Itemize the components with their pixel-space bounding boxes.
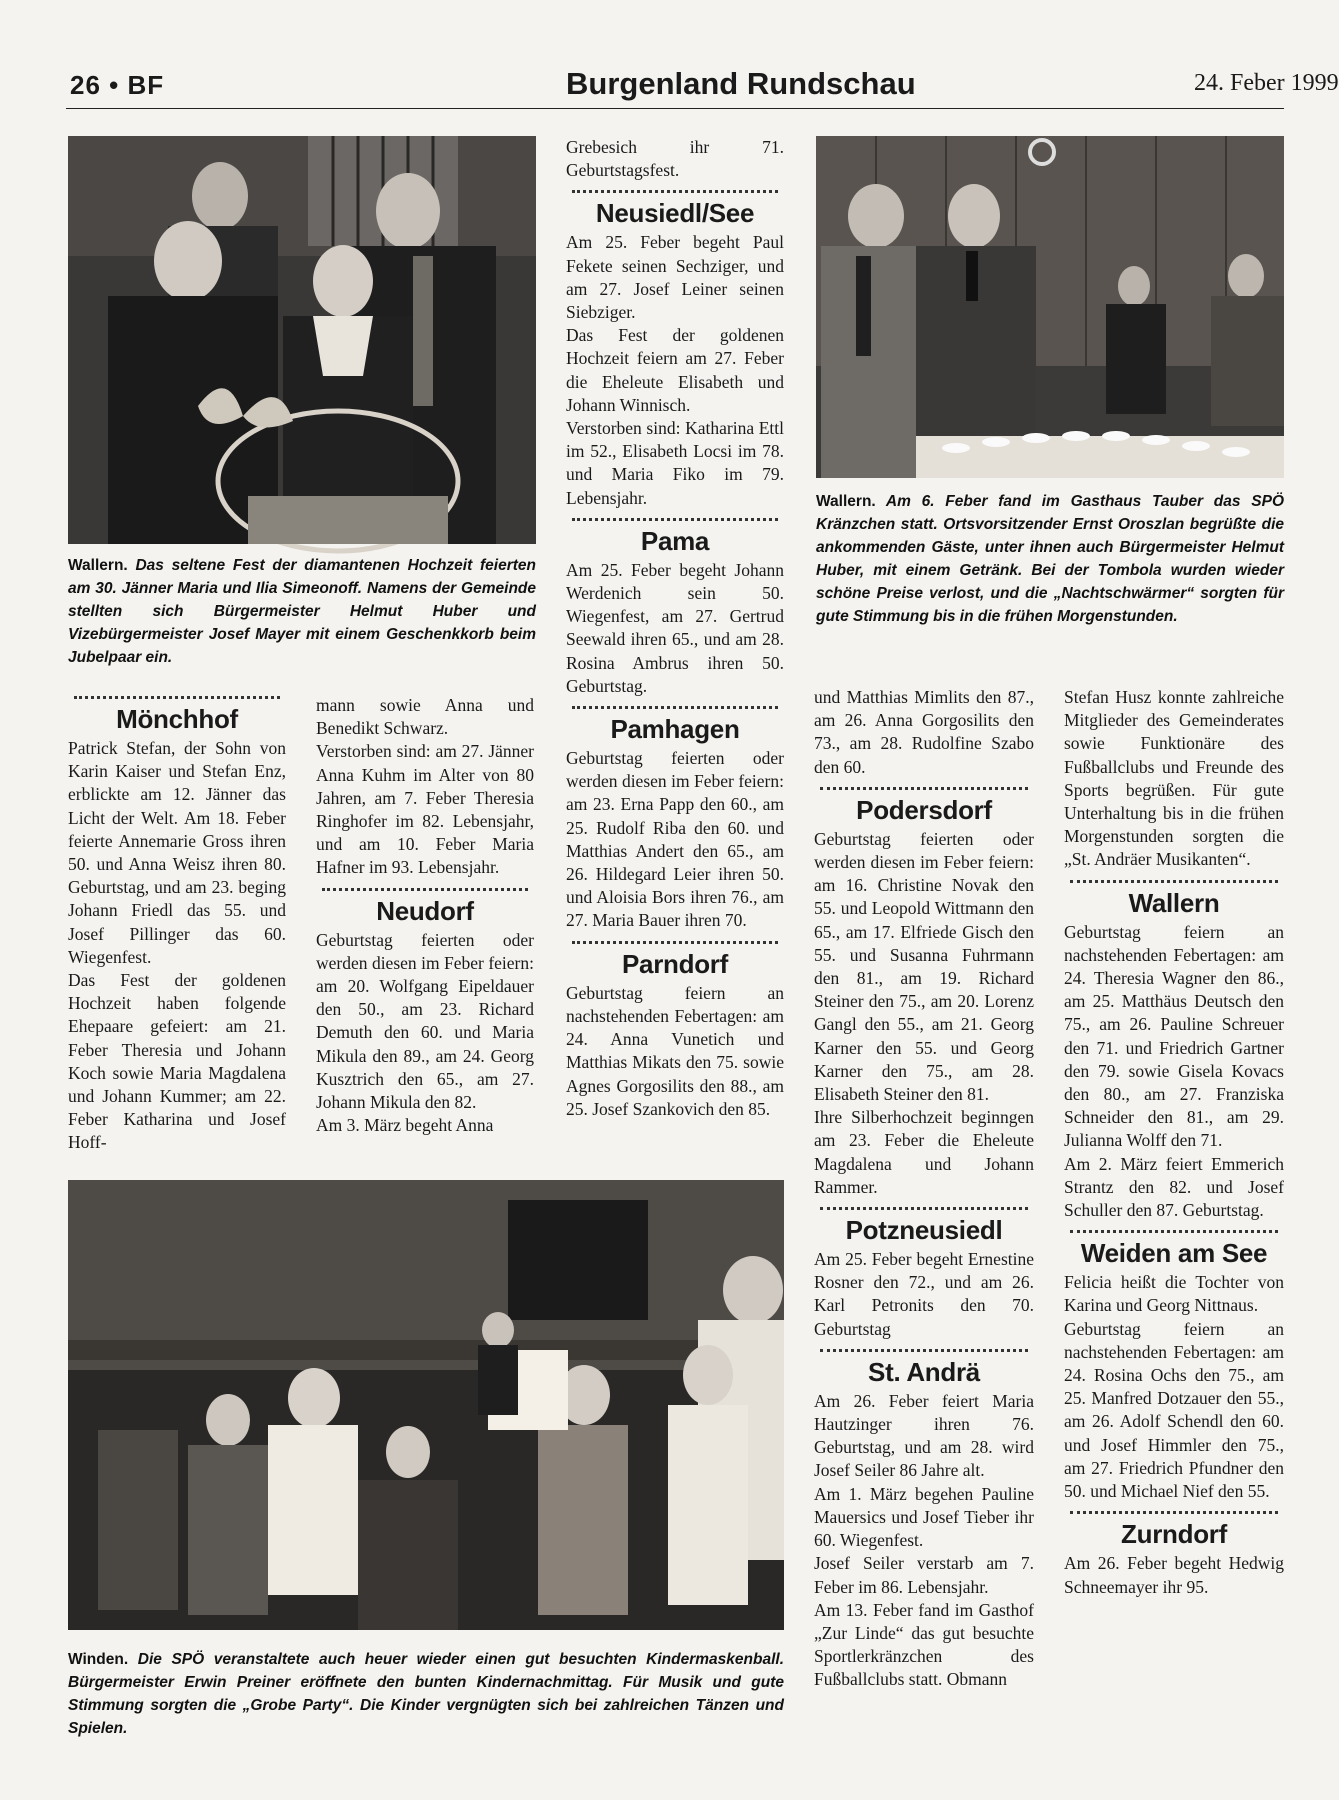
article-text: Das Fest der goldenen Hochzeit haben folgende Ehepaare gefeiert: am 21. Feber Theresia und Johann Koch sowie Maria Magdalena und Johann Kummer; am 22. Feber Katharina und Josef Hoff- <box>68 970 286 1153</box>
article-text: Patrick Stefan, der Sohn von Karin Kaiser und Stefan Enz, erblickte am 12. Jänner das Licht der Welt. Am 18. Feber feierte Annemarie Gross ihren 50. und Anna Weisz ihren 80. Geburtstag, und am 23. beging Johann Friedl das 55. und Josef Pillinger das 60. Wiegenfest. <box>68 738 286 967</box>
photo-kindermaskenball <box>68 1180 784 1630</box>
photo-spoe-kraenzchen <box>816 136 1284 478</box>
article-text: Felicia heißt die Tochter von Karina und Georg Nittnaus. <box>1064 1272 1284 1316</box>
section-podersdorf <box>814 787 1034 1199</box>
section-st-andrae <box>814 1349 1034 1692</box>
caption-diamond-wedding <box>68 554 536 669</box>
dotted-divider <box>1070 880 1278 883</box>
article-text: Das Fest der goldenen Hochzeit feiern am 27. Feber die Eheleute Elisabeth und Johann Winnisch. <box>566 325 784 415</box>
article-text: und Matthias Mimlits den 87., am 26. Anna Gorgosilits den 73., am 28. Rudolfine Szabo den 60. <box>814 687 1034 777</box>
section-pamhagen <box>566 706 784 933</box>
caption-place: Wallern. <box>68 557 128 574</box>
article-text: Am 26. Feber feiert Maria Hautzinger ihren 76. Geburtstag, und am 28. wird Josef Seiler 86 Jahre alt. <box>814 1390 1034 1481</box>
section-heading: Pamhagen <box>610 714 740 745</box>
section-heading: St. Andrä <box>868 1356 980 1387</box>
article-text: Am 3. März begeht Anna <box>316 1115 494 1136</box>
section-potzneusiedl <box>814 1207 1034 1341</box>
caption-place: Winden. <box>68 1651 129 1668</box>
article-text: mann sowie Anna und Benedikt Schwarz. <box>316 695 534 739</box>
photo-diamond-wedding <box>68 136 536 544</box>
article-text: Geburtstag feierten oder werden diesen im Feber feiern: am 16. Christine Novak den 55. und Leopold Wittmann den 65., am 17. Elfriede Gisch den 55. und Susanna Fuhrmann den 81., am 19. Richard Steiner den 75., am 20. Lorenz Gangl den 55., am 21. Georg Karner den 55. und Georg Karner den 75., am 28. Elisabeth Steiner den 81. <box>814 828 1034 1105</box>
article-text: Am 26. Feber begeht Hedwig Schneemayer ihr 95. <box>1064 1553 1284 1597</box>
column-5 <box>1064 686 1284 1790</box>
article-text: Am 1. März begehen Pauline Mauersics und Josef Tieber ihr 60. Wiegenfest. <box>814 1483 1034 1551</box>
section-pama <box>566 518 784 698</box>
caption-spoe-kraenzchen <box>816 490 1284 628</box>
dotted-divider <box>820 1207 1028 1210</box>
dotted-divider <box>820 1349 1028 1352</box>
column-3 <box>566 136 784 1172</box>
section-heading: Zurndorf <box>1121 1519 1227 1550</box>
article-text: Grebesich ihr 71. Geburtstagsfest. <box>566 137 784 181</box>
article-text: Geburtstag feiern an nachstehenden Febertagen: am 24. Rosina Ochs den 75., am 25. Manfred Dotzauer den 55., am 26. Adolf Schendl den 60. und Josef Himmler den 75., am 27. Friedrich Pfundner den 50. und Michael Nief den 55. <box>1064 1318 1284 1502</box>
article-text: Geburtstag feierten oder werden diesen im Feber feiern: am 23. Erna Papp den 60., am 25. Rudolf Riba den 60. und Matthias Andert den 65., am 26. Hildegard Leier ihren 50. und Aloisia Bors ihren 76., am 27. Maria Bauer ihren 70. <box>566 748 784 931</box>
column-2 <box>316 694 534 1172</box>
section-heading: Mönchhof <box>116 704 238 734</box>
section-heading: Podersdorf <box>856 794 992 825</box>
page-header <box>66 62 1339 109</box>
caption-text: Das seltene Fest der diamantenen Hochzeit feierten am 30. Jänner Maria und Ilia Simeonoff. Namens der Gemeinde stellten sich Bürgermeister Helmut Huber und Vizebürgermeister Josef Mayer mit einem Geschenkkorb beim Jubelpaar ein. <box>68 557 536 666</box>
section-heading: Neusiedl/See <box>595 198 755 229</box>
article-text: Geburtstag feiern an nachstehenden Febertagen: am 24. Anna Vunetich und Matthias Mikats den 75. sowie Agnes Gorgosilits den 88., am 25. Josef Szankovich den 85. <box>566 982 784 1119</box>
caption-text: Am 6. Feber fand im Gasthaus Tauber das SPÖ Kränzchen statt. Ortsvorsitzender Ernst Oroszlan begrüßte die ankommenden Gäste, unter ihnen auch Bürgermeister Helmut Huber, mit einem Getränk. Bei der Tombola wurden wieder schöne Preise verlost, und die „Nachtschwärmer“ sorgten für gute Stimmung bis in die frühen Morgenstunden. <box>816 493 1284 625</box>
section-heading: Weiden am See <box>1080 1238 1268 1269</box>
newspaper-title: Burgenland Rundschau <box>566 66 916 101</box>
dotted-divider <box>572 941 778 944</box>
page-number: 26 • BF <box>70 70 165 100</box>
article-text: Josef Seiler verstarb am 7. Feber im 86. Lebensjahr. <box>814 1553 1034 1597</box>
column-1 <box>68 688 286 1172</box>
dotted-divider <box>820 787 1028 790</box>
section-neudorf <box>316 888 534 1138</box>
dotted-divider <box>572 190 778 193</box>
section-moenchhof <box>68 696 286 1155</box>
dotted-divider <box>1070 1230 1278 1233</box>
article-text: Geburtstag feiern an nachstehenden Febertagen: am 24. Theresia Wagner den 86., am 25. Matthäus Deutsch den 75., am 26. Pauline Schreuer den 71. und Friedrich Gartner den 79. sowie Gisela Kovacs den 80., am 27. Franziska Schneider den 81., am 29. Julianna Wolff den 71. <box>1064 921 1284 1151</box>
issue-date: 24. Feber 1999 <box>1194 70 1339 96</box>
caption-place: Wallern. <box>816 493 876 510</box>
article-text: Am 13. Feber fand im Gasthof „Zur Linde“ das gut besuchte Sportlerkränzchen des Fußballclubs statt. Obmann <box>814 1599 1034 1690</box>
section-weiden <box>1064 1230 1284 1503</box>
dotted-divider <box>572 518 778 521</box>
dotted-divider <box>74 696 280 699</box>
caption-text: Die SPÖ veranstaltete auch heuer wieder einen gut besuchten Kindermaskenball. Bürgermeister Erwin Preiner eröffnete den bunten Kindernachmittag. Für Musik und gute Stimmung sorgten die „Grobe Party“. Die Kinder vergnügten sich bei zahlreichen Tänzen und Spielen. <box>68 1651 784 1737</box>
article-text: Verstorben sind: Katharina Ettl im 52., Elisabeth Locsi im 78. und Maria Fiko im 79. Lebensjahr. <box>566 418 784 508</box>
section-neusiedl <box>566 190 784 509</box>
article-text: Am 25. Feber begeht Paul Fekete seinen Sechziger, und am 27. Josef Leiner seinen Siebziger. <box>566 232 784 323</box>
section-heading: Pama <box>640 525 710 556</box>
article-text: Geburtstag feierten oder werden diesen im Feber feiern: am 20. Wolfgang Eipeldauer den 50., am 23. Richard Demuth den 60. und Maria Mikula den 89., am 24. Georg Kusztrich den 65., am 27. Johann Mikula den 82. <box>316 929 534 1113</box>
dotted-divider <box>322 888 528 891</box>
article-text: Am 25. Feber begeht Johann Werdenich sein 50. Wiegenfest, am 27. Gertrud Seewald ihren 65., und am 28. Rosina Ambrus ihren 50. Geburtstag. <box>566 559 784 696</box>
article-text: Am 2. März feiert Emmerich Strantz den 82. und Josef Schuller den 87. Geburtstag. <box>1064 1153 1284 1221</box>
section-heading: Parndorf <box>622 948 728 979</box>
dotted-divider <box>572 706 778 709</box>
section-heading: Wallern <box>1128 887 1220 918</box>
article-text: Ihre Silberhochzeit beginngen am 23. Feber die Eheleute Magdalena und Johann Rammer. <box>814 1107 1034 1197</box>
article-text: Verstorben sind: am 27. Jänner Anna Kuhm im Alter von 80 Jahren, am 7. Feber Theresia Ringhofer im 82. Lebensjahr, und am 10. Feber Maria Hafner im 93. Lebensjahr. <box>316 741 534 878</box>
dotted-divider <box>1070 1511 1278 1514</box>
article-text: Am 25. Feber begeht Ernestine Rosner den 72., und am 26. Karl Petronits den 70. Geburtstag <box>814 1249 1034 1339</box>
section-wallern <box>1064 880 1284 1223</box>
article-text: Stefan Husz konnte zahlreiche Mitglieder des Gemeinderates sowie Funktionäre des Fußballclubs und Freunde des Sports begrüßen. Für gute Unterhaltung bis in die frühen Morgenstunden sorgten die „St. Andräer Musikanten“. <box>1064 687 1284 870</box>
section-heading: Potzneusiedl <box>845 1215 1003 1246</box>
section-heading: Neudorf <box>376 895 474 926</box>
section-zurndorf <box>1064 1511 1284 1598</box>
column-4 <box>814 686 1034 1790</box>
caption-kindermaskenball <box>68 1648 784 1740</box>
section-parndorf <box>566 941 784 1121</box>
